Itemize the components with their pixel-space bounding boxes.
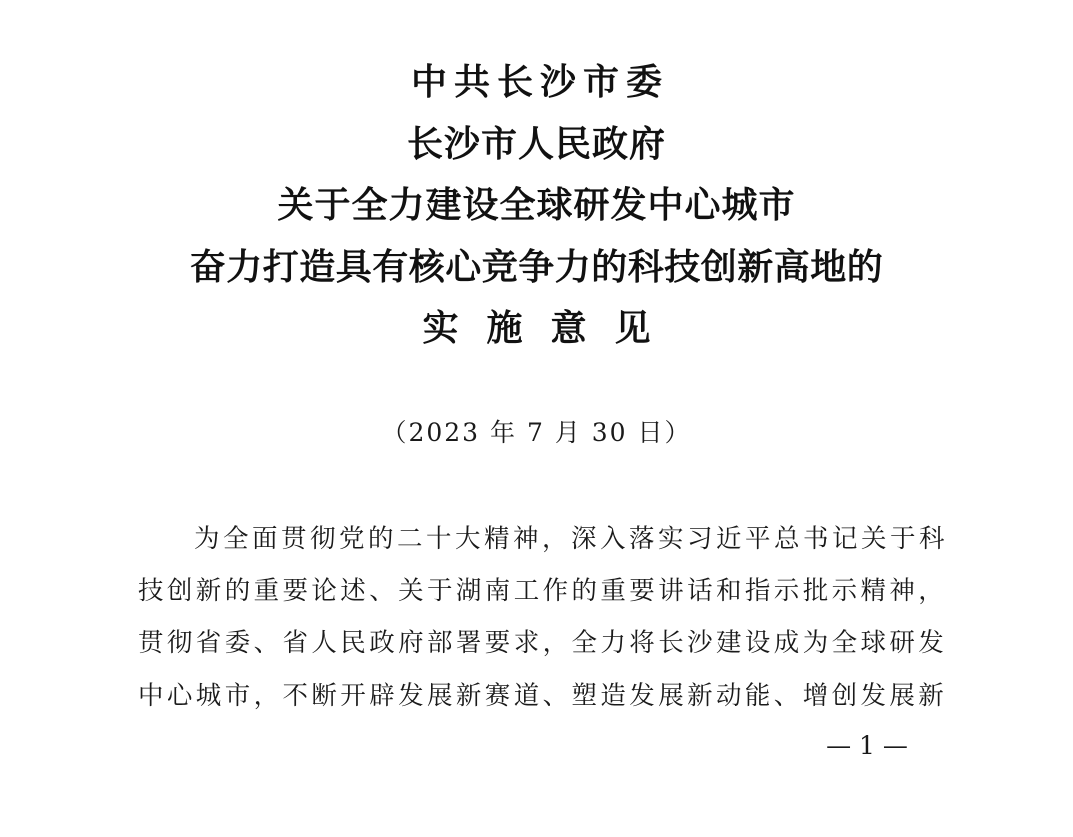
body-line: 为全面贯彻党的二十大精神，深入落实习近平总书记关于科 (194, 524, 949, 554)
title-line-issuer-party: 中共长沙市委 (410, 62, 669, 103)
body-paragraph (138, 513, 949, 722)
body-line: 中心城市，不断开辟发展新赛道、塑造发展新动能、增创发展新 (138, 680, 948, 711)
page-number: — 1 — (826, 731, 908, 760)
title-line-doc-type: 实施意见 (422, 308, 679, 349)
document-title (0, 52, 1073, 360)
document-date: （2023 年 7 月 30 日） (381, 418, 692, 447)
body-line: 技创新的重要论述、关于湖南工作的重要讲话和指示批示精神， (138, 576, 948, 607)
title-line-issuer-government: 长沙市人民政府 (406, 123, 666, 165)
title-line-subject-1: 关于全力建设全球研发中心城市 (277, 185, 796, 226)
title-line-subject-2: 奋力打造具有核心竞争力的科技创新高地的 (189, 246, 884, 288)
body-line: 贯彻省委、省人民政府部署要求，全力将长沙建设成为全球研发 (138, 628, 948, 659)
